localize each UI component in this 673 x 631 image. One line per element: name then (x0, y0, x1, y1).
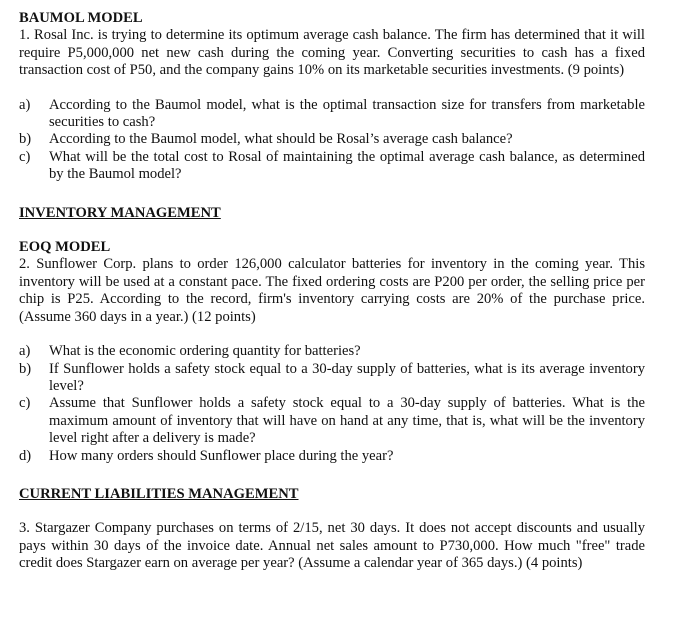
eoq-question-d (19, 448, 645, 465)
baumol-model-heading: BAUMOL MODEL (19, 10, 143, 26)
current-liabilities-heading: CURRENT LIABILITIES MANAGEMENT (19, 485, 299, 502)
eoq-question-list (19, 343, 645, 465)
spacer (19, 184, 645, 205)
question-text: What will be the total cost to Rosal of maintaining the optimal average cash balance, as determined by the Baumol model? (49, 148, 645, 183)
question-text: If Sunflower holds a safety stock equal to a 30-day supply of batteries, what is its average inventory level? (49, 360, 645, 394)
spacer (19, 465, 645, 486)
question-text: How many orders should Sunflower place during the year? (49, 447, 394, 464)
spacer (19, 222, 645, 239)
question-marker: c) (19, 148, 31, 165)
eoq-question-a (19, 343, 645, 360)
eoq-problem-text: 2. Sunflower Corp. plans to order 126,000 calculator batteries for inventory in the coming year. This inventory will be used at a constant pace. The fixed ordering costs are P200 per order, the selling price per chip is P25. According to the record, firm's inventory carrying costs are 20% of the purchase price. (Assume 360 days in a year.) (12 points) (19, 256, 645, 325)
question-text: Assume that Sunflower holds a safety stock equal to a 30-day supply of batteries. What is the maximum amount of inventory that will have on hand at any time, that is, what will be the inventory level right after a delivery is made? (49, 395, 645, 447)
question-marker: d) (19, 447, 32, 464)
baumol-question-c (19, 149, 645, 184)
question-marker: a) (19, 96, 31, 113)
question-marker: b) (19, 360, 32, 377)
question-marker: b) (19, 131, 32, 148)
question-text: According to the Baumol model, what should be Rosal’s average cash balance? (49, 131, 513, 148)
liabilities-problem-text: 3. Stargazer Company purchases on terms of 2/15, net 30 days. It does not accept discounts and usually pays within 30 days of the invoice date. Annual net sales amount to P730,000. How much "free" trade credit does Stargazer earn on average per year? (Assume a calendar year of 365 days.) (4 points) (19, 520, 645, 572)
spacer (19, 503, 645, 520)
inventory-management-heading: INVENTORY MANAGEMENT (19, 204, 221, 221)
eoq-question-c (19, 395, 645, 447)
question-text: According to the Baumol model, what is the optimal transaction size for transfers from marketable securities to cash? (49, 96, 645, 131)
question-marker: c) (19, 395, 31, 412)
baumol-question-b (19, 131, 645, 148)
baumol-question-list (19, 97, 645, 184)
spacer (19, 326, 645, 343)
eoq-question-b (19, 361, 645, 396)
question-text: What is the economic ordering quantity for batteries? (49, 343, 361, 360)
spacer (19, 80, 645, 97)
baumol-question-a (19, 97, 645, 132)
eoq-model-heading: EOQ MODEL (19, 239, 111, 256)
question-marker: a) (19, 343, 31, 360)
baumol-problem-text: 1. Rosal Inc. is trying to determine its optimum average cash balance. The firm has determined that it will require P5,000,000 net new cash during the coming year. Converting securities to cash has a fixed transaction cost of P50, and the company gains 10% on its marketable securities investments. (9 points) (19, 27, 645, 79)
